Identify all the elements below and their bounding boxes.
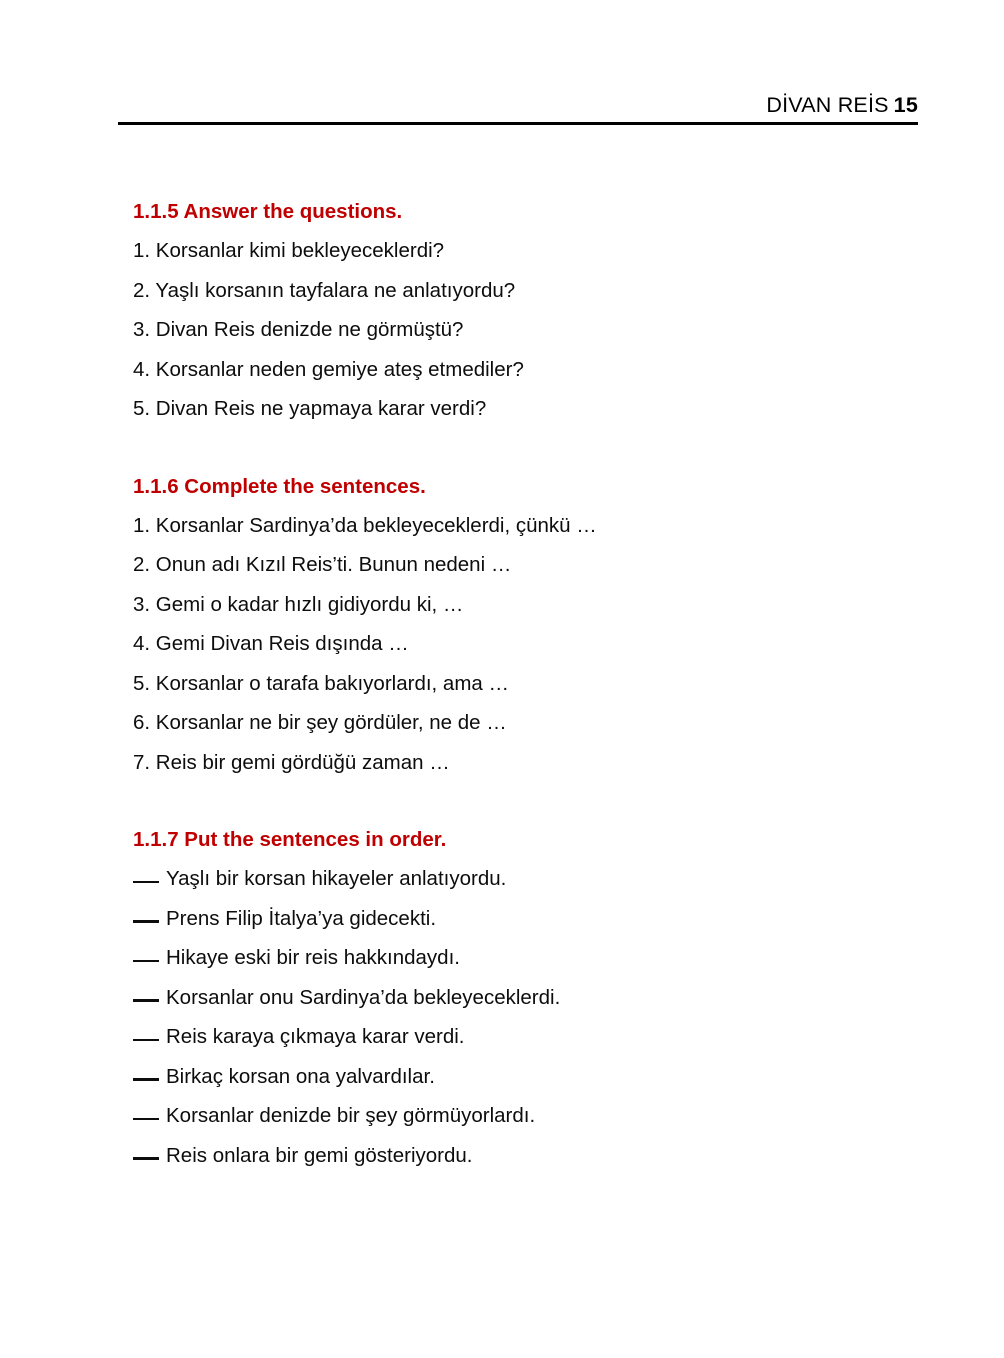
section-heading: 1.1.7 Put the sentences in order. [133,828,447,851]
sentence-completion-list [133,506,923,783]
list-item-label: Birkaç korsan ona yalvardılar. [166,1064,435,1088]
exercise-section-1-1-7 [133,820,923,1175]
list-item-label: Hikaye eski bir reis hakkındaydı. [166,946,460,969]
list-item: 1. Korsanlar Sardinya’da bekleyeceklerdi, çünkü … [133,513,597,537]
list-item-label: Reis karaya çıkmaya karar verdi. [166,1025,465,1048]
header-text-line [118,92,918,118]
list-item-label: Korsanlar onu Sardinya’da bekleyeceklerdi. [166,985,561,1009]
header-divider-rule [118,122,918,125]
list-item [133,1136,923,1176]
page-content [133,192,923,1175]
list-item: 4. Korsanlar neden gemiye ateş etmediler? [133,357,524,381]
answer-blank[interactable] [133,1078,159,1081]
list-item [133,1057,923,1097]
section-heading: 1.1.6 Complete the sentences. [133,474,426,498]
list-item: 1. Korsanlar kimi bekleyeceklerdi? [133,239,445,262]
list-item: 4. Gemi Divan Reis dışında … [133,632,409,655]
answer-blank[interactable] [133,960,159,963]
list-item: 6. Korsanlar ne bir şey gördüler, ne de … [133,711,507,734]
list-item-label: Reis onlara bir gemi gösteriyordu. [166,1143,473,1167]
list-item: 3. Divan Reis denizde ne görmüştü? [133,318,464,341]
header-book-title: DİVAN REİS [766,93,889,117]
list-item: 5. Korsanlar o tarafa bakıyorlardı, ama … [133,671,510,695]
list-item [133,1017,923,1057]
exercise-section-1-1-6 [133,467,923,783]
section-heading: 1.1.5 Answer the questions. [133,200,403,223]
answer-blank[interactable] [133,1039,159,1042]
ordering-list [133,859,923,1175]
answer-blank[interactable] [133,881,159,884]
header-page-number: 15 [893,93,918,117]
list-item: 7. Reis bir gemi gördüğü zaman … [133,750,450,774]
list-item-label: Prens Filip İtalya’ya gidecekti. [166,906,437,930]
list-item [133,938,923,978]
exercise-section-1-1-5 [133,192,923,429]
list-item-label: Korsanlar denizde bir şey görmüyorlardı. [166,1104,536,1127]
list-item [133,899,923,939]
list-item [133,978,923,1018]
list-item [133,859,923,899]
answer-blank[interactable] [133,1118,159,1121]
list-item-label: Yaşlı bir korsan hikayeler anlatıyordu. [166,867,507,890]
question-list [133,231,923,429]
answer-blank[interactable] [133,999,159,1002]
page-header [118,92,918,125]
list-item: 5. Divan Reis ne yapmaya karar verdi? [133,397,487,420]
answer-blank[interactable] [133,1157,159,1160]
list-item: 3. Gemi o kadar hızlı gidiyordu ki, … [133,592,464,616]
list-item: 2. Onun adı Kızıl Reis’ti. Bunun nedeni … [133,553,512,576]
answer-blank[interactable] [133,920,159,923]
list-item: 2. Yaşlı korsanın tayfalara ne anlatıyordu? [133,278,516,302]
list-item [133,1096,923,1136]
